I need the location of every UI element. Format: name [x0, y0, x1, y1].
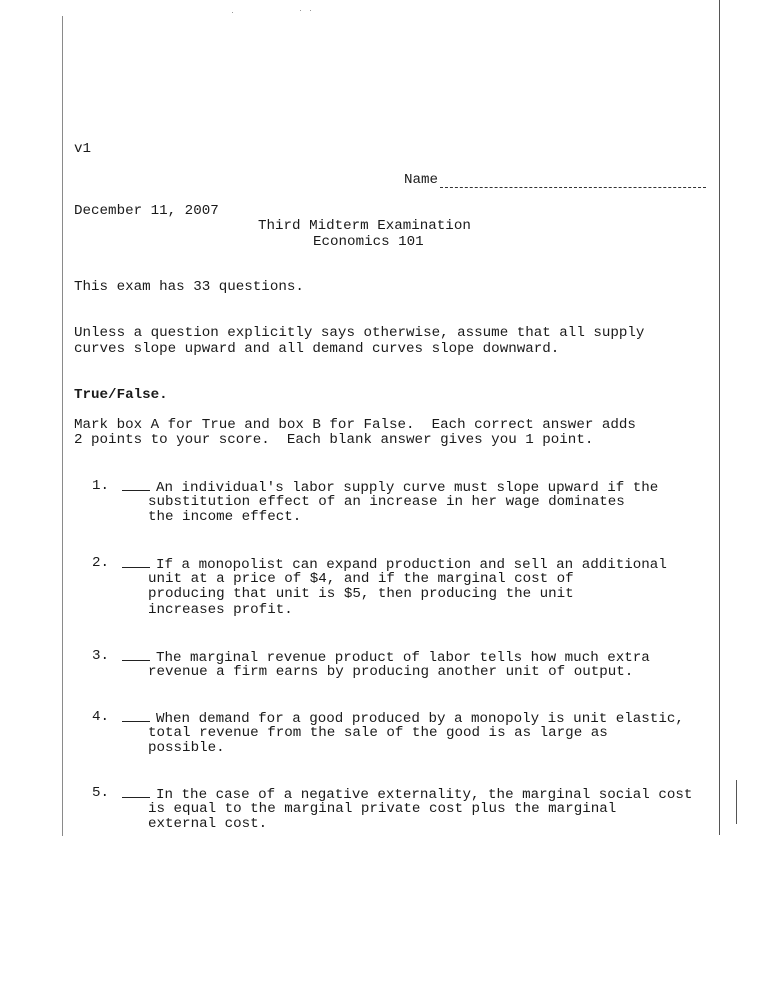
assumption-line-2: curves slope upward and all demand curves slope downward.: [74, 341, 560, 357]
question-text-continued: total revenue from the sale of the good is as large as possible.: [148, 724, 608, 757]
scan-speck: [300, 10, 301, 11]
answer-blank[interactable]: [122, 786, 150, 798]
question-number: 4.: [92, 709, 110, 725]
question-text-continued: revenue a firm earns by producing another unit of output.: [148, 663, 634, 680]
section-title: True/False.: [74, 387, 168, 403]
exam-date: December 11, 2007: [74, 203, 219, 219]
scan-edge-right: [719, 0, 720, 835]
name-field[interactable]: [440, 187, 706, 188]
question-text: In the case of a negative externality, the marginal social cost: [156, 787, 693, 803]
question-text-continued: unit at a price of $4, and if the marginal cost of producing that unit is $5, then producing the unit increases profit.: [148, 570, 574, 618]
question-text: When demand for a good produced by a monopoly is unit elastic,: [156, 711, 684, 727]
question-number: 3.: [92, 648, 110, 664]
assumption-line-1: Unless a question explicitly says otherwise, assume that all supply: [74, 325, 645, 341]
question-text: If a monopolist can expand production and sell an additional: [156, 557, 667, 573]
course-name: Economics 101: [313, 234, 424, 250]
scan-edge-left: [62, 16, 63, 836]
answer-blank[interactable]: [122, 649, 150, 661]
version-label: v1: [74, 141, 92, 157]
question-count: This exam has 33 questions.: [74, 279, 304, 295]
instructions-line-1: Mark box A for True and box B for False. Each correct answer adds: [74, 417, 636, 433]
question-text: The marginal revenue product of labor tells how much extra: [156, 650, 650, 666]
question-text-continued: substitution effect of an increase in her wage dominates the income effect.: [148, 493, 625, 526]
name-label: Name: [404, 172, 439, 188]
question-number: 1.: [92, 478, 110, 494]
instructions-line-2: 2 points to your score. Each blank answer gives you 1 point.: [74, 432, 594, 448]
question-number: 2.: [92, 555, 110, 571]
scan-speck: [232, 12, 233, 13]
answer-blank[interactable]: [122, 710, 150, 722]
answer-blank[interactable]: [122, 556, 150, 568]
exam-title: Third Midterm Examination: [258, 218, 471, 234]
question-text-continued: is equal to the marginal private cost plus the marginal external cost.: [148, 800, 617, 833]
scan-speck: [310, 10, 311, 11]
answer-blank[interactable]: [122, 479, 150, 491]
question-text: An individual's labor supply curve must slope upward if the: [156, 480, 659, 496]
question-number: 5.: [92, 785, 110, 801]
